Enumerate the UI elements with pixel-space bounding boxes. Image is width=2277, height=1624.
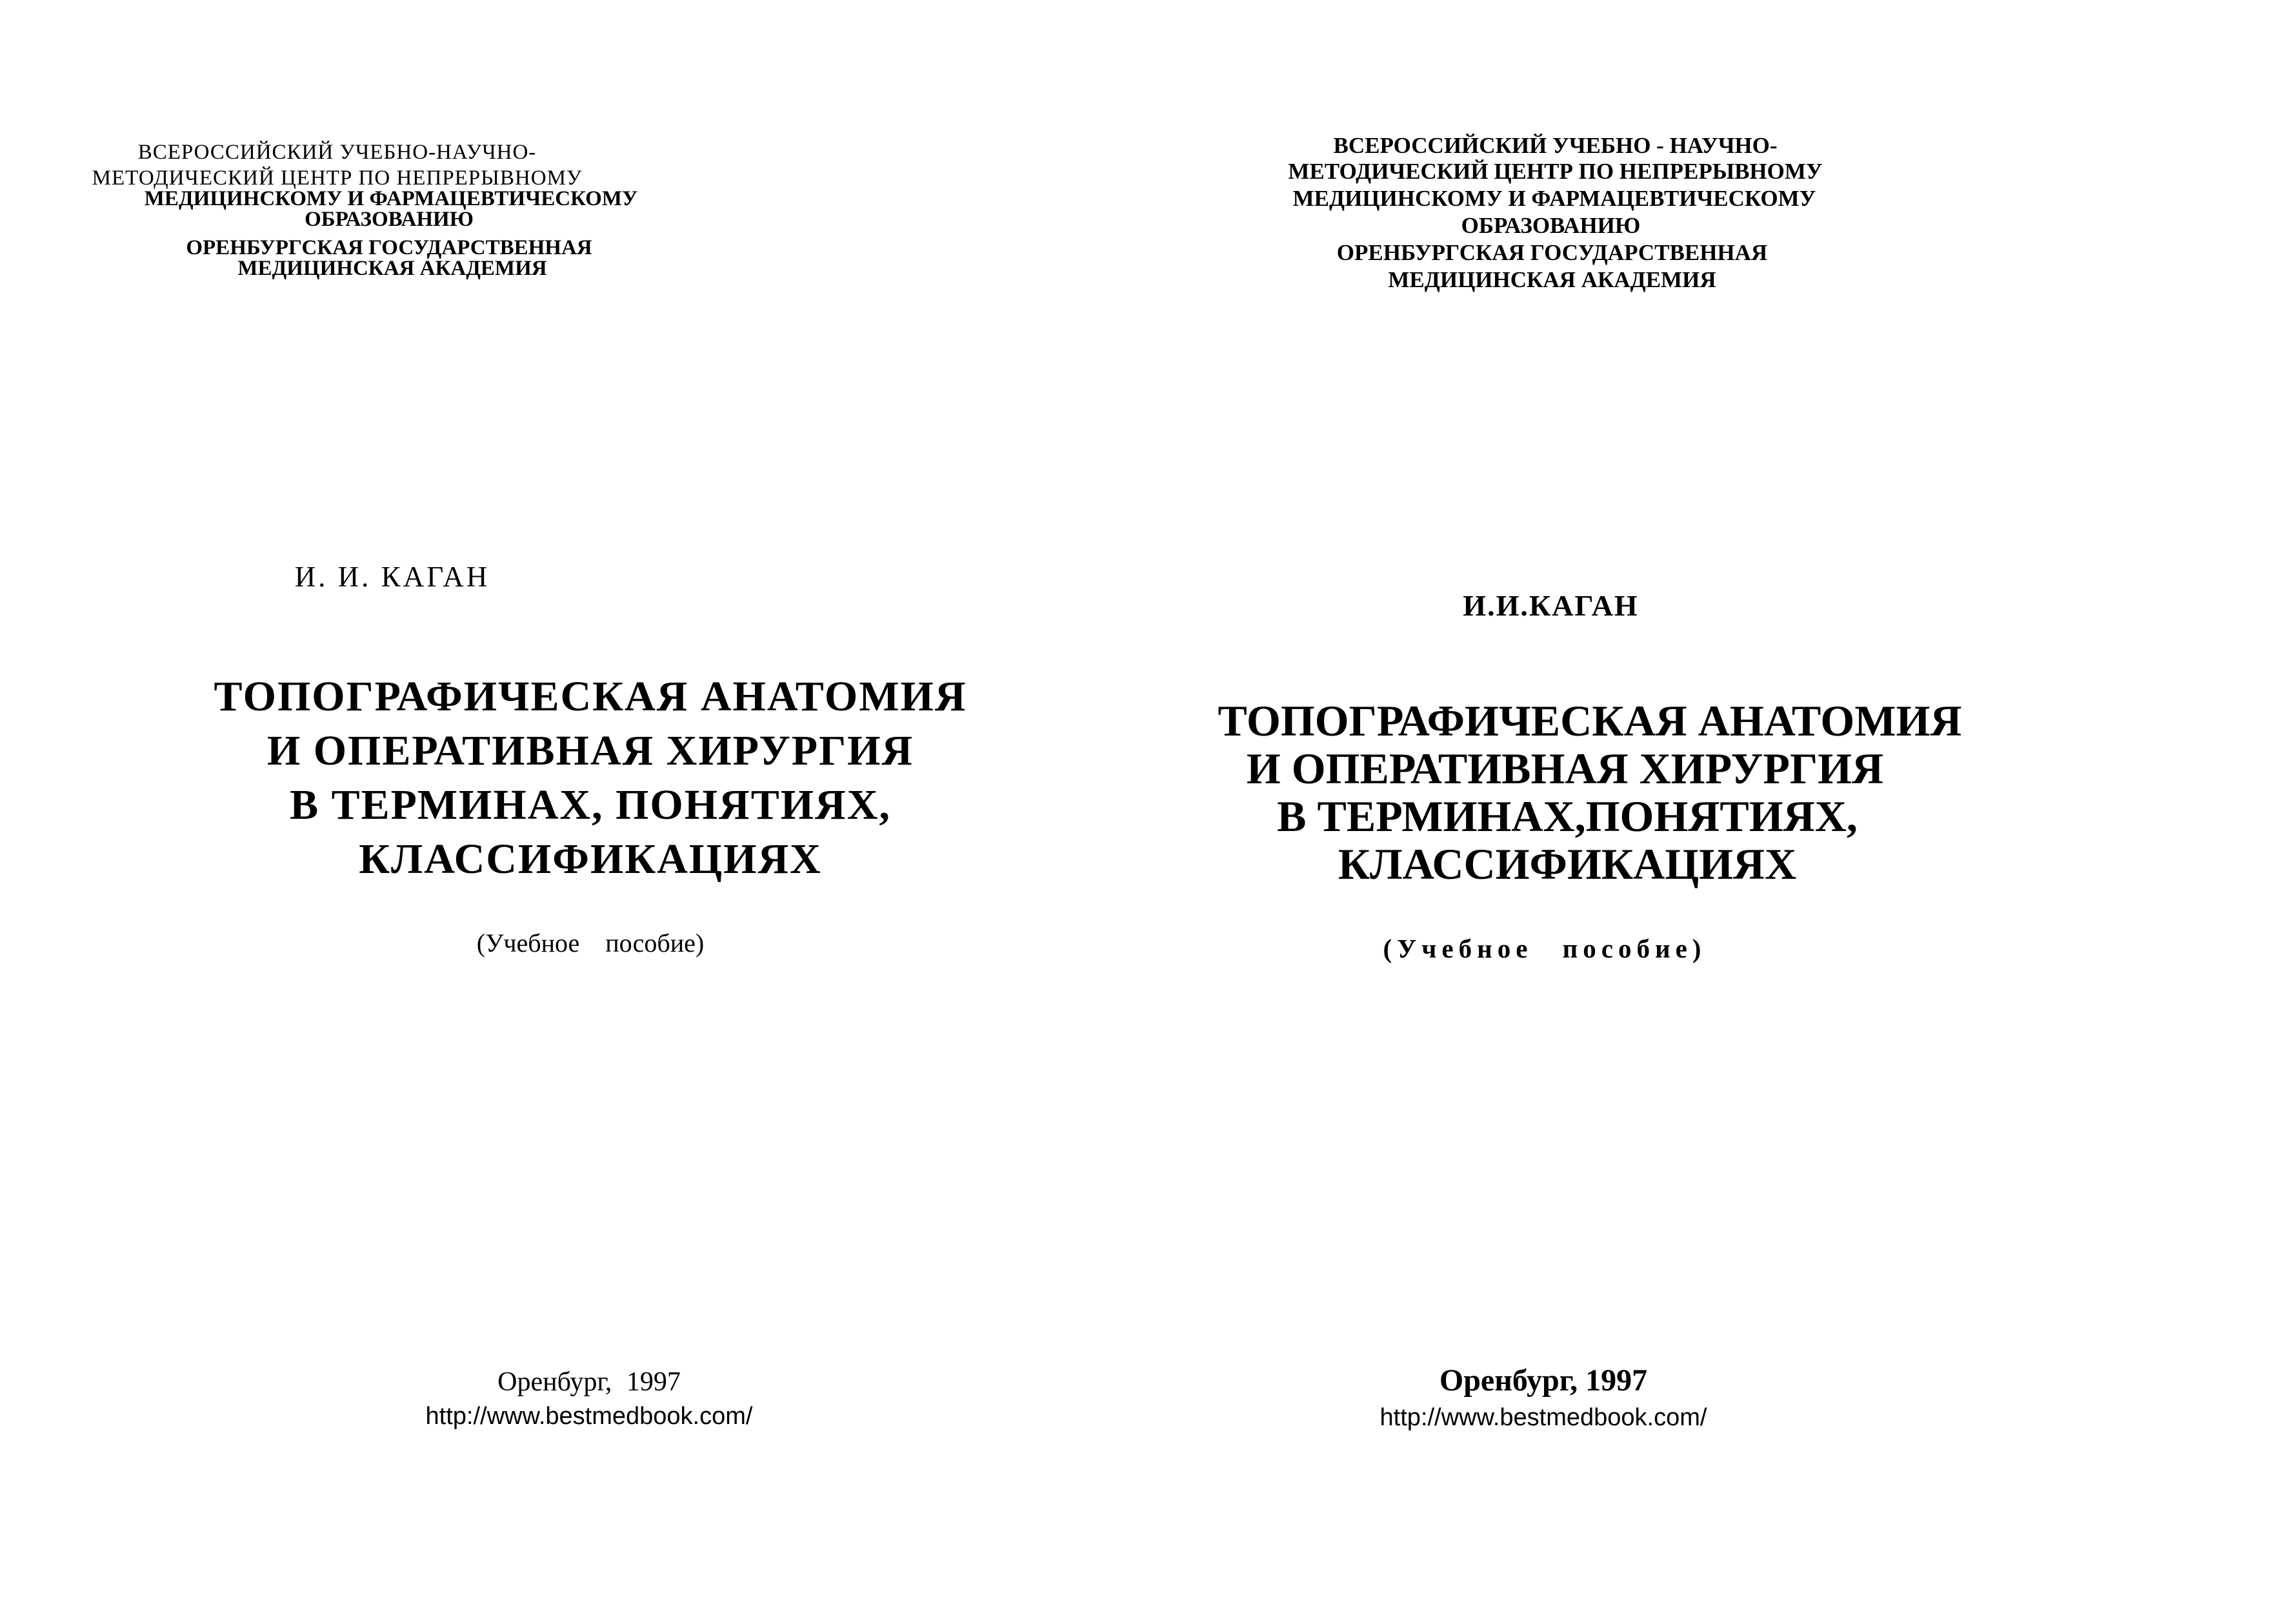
website-link[interactable]: http://www.bestmedbook.com/ xyxy=(1379,1404,1707,1431)
title-line: КЛАССИФИКАЦИЯХ xyxy=(1338,839,1797,888)
subtitle: (Учебное пособие) xyxy=(476,928,705,957)
city-year: Оренбург, 1997 xyxy=(497,1367,681,1397)
institution-line: МЕДИЦИНСКОМУ И ФАРМАЦЕВТИЧЕСКОМУ xyxy=(144,187,638,210)
institution-line: ОРЕНБУРГСКАЯ ГОСУДАРСТВЕННАЯ xyxy=(186,236,592,259)
institution-line: МЕТОДИЧЕСКИЙ ЦЕНТР ПО НЕПРЕРЫВНОМУ xyxy=(92,166,583,190)
title-line: ТОПОГРАФИЧЕСКАЯ АНАТОМИЯ xyxy=(1218,696,1962,745)
subtitle: (Учебное пособие) xyxy=(1383,934,1707,963)
author-name: И. И. КАГАН xyxy=(294,561,490,593)
left-page xyxy=(0,0,1138,1624)
title-line: В ТЕРМИНАХ,ПОНЯТИЯХ, xyxy=(1277,792,1858,841)
institution-line: МЕТОДИЧЕСКИЙ ЦЕНТР ПО НЕПРЕРЫВНОМУ xyxy=(1288,159,1823,184)
city-year: Оренбург, 1997 xyxy=(1439,1363,1648,1398)
institution-line: МЕДИЦИНСКАЯ АКАДЕМИЯ xyxy=(1388,267,1716,292)
title-line: В ТЕРМИНАХ, ПОНЯТИЯХ, xyxy=(290,781,891,828)
title-line: И ОПЕРАТИВНАЯ ХИРУРГИЯ xyxy=(1246,744,1884,793)
title-line: ТОПОГРАФИЧЕСКАЯ АНАТОМИЯ xyxy=(214,673,967,720)
right-page xyxy=(1138,0,2277,1624)
author-name: И.И.КАГАН xyxy=(1463,589,1639,622)
institution-line: ВСЕРОССИЙСКИЙ УЧЕБНО-НАУЧНО- xyxy=(137,141,537,164)
institution-line: МЕДИЦИНСКОМУ И ФАРМАЦЕВТИЧЕСКОМУ xyxy=(1292,186,1816,211)
title-line: КЛАССИФИКАЦИЯХ xyxy=(359,836,822,883)
institution-line: ОБРАЗОВАНИЮ xyxy=(1461,213,1641,238)
institution-line: МЕДИЦИНСКАЯ АКАДЕМИЯ xyxy=(237,257,547,280)
website-link[interactable]: http://www.bestmedbook.com/ xyxy=(425,1403,753,1430)
institution-line: ОРЕНБУРГСКАЯ ГОСУДАРСТВЕННАЯ xyxy=(1336,240,1768,265)
title-line: И ОПЕРАТИВНАЯ ХИРУРГИЯ xyxy=(266,727,914,774)
institution-line: ВСЕРОССИЙСКИЙ УЧЕБНО - НАУЧНО- xyxy=(1333,133,1778,158)
institution-line: ОБРАЗОВАНИЮ xyxy=(305,208,474,231)
